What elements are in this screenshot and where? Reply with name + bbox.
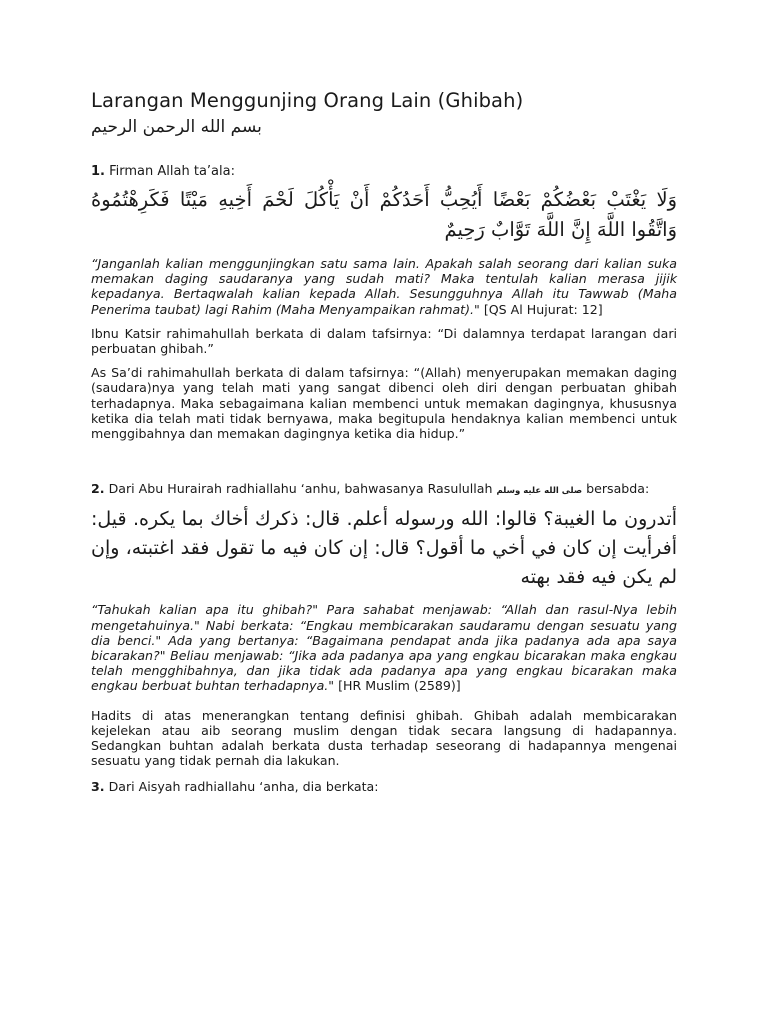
basmala: بسم الله الرحمن الرحيم — [91, 117, 262, 137]
section-1-reference: [QS Al Hujurat: 12] — [479, 301, 603, 317]
section-2-reference: [HR Muslim (2589)] — [334, 678, 461, 694]
section-3-number: 3. — [91, 779, 105, 795]
section-2-number: 2. — [91, 481, 105, 497]
section-1-arabic-verse: وَلَا يَغْتَبْ بَعْضُكُمْ بَعْضًا أَيُحِبُّ أَحَدُكُمْ أَنْ يَأْكُلَ لَحْمَ أَخِيهِ مَيْتًا فَكَرِهْتُمُوهُ وَاتَّقُوا اللَّهَ إِنَّ اللَّهَ تَوَّابٌ رَحِيمٌ — [91, 188, 677, 241]
section-1-translation — [91, 256, 677, 317]
page-title: Larangan Menggunjing Orang Lain (Ghibah) — [91, 89, 524, 112]
section-1-paragraph-1: Ibnu Katsir rahimahullah berkata di dalam tafsirnya: “Di dalamnya terdapat larangan dari perbuatan ghibah.” — [91, 325, 677, 357]
salawat: صلى الله عليه وسلم — [496, 486, 583, 497]
document-page — [91, 88, 677, 795]
section-1-paragraph-2: As Sa’di rahimahullah berkata di dalam tafsirnya: “(Allah) menyerupakan memakan daging (saudara)nya yang telah mati yang sangat dibenci oleh diri dengan perbuatan ghibah terhadapnya. Maka sebagaimana kalian membenci untuk memakan dagingnya, khususnya ketika dia telah mati tidak bernyawa, maka begitupula hendaknya kalian membenci untuk menggibahnya dan memakan dagingnya ketika dia hidup.” — [91, 365, 677, 442]
section-2-heading-before: Dari Abu Hurairah radhiallahu ‘anhu, bahwasanya Rasulullah — [108, 481, 493, 497]
section-2-heading — [91, 481, 677, 499]
section-1-number: 1. — [91, 164, 105, 179]
section-1-heading — [91, 163, 677, 180]
section-2-heading-after: bersabda: — [586, 481, 650, 497]
section-2-arabic-hadith: أتدرون ما الغيبة؟ قالوا: الله ورسوله أعلم. قال: ذكرك أخاك بما يكره. قيل: أفرأيت إن كان في أخي ما أقول؟ قال: إن كان فيه ما تقول فقد اغتبته، وإن لم يكن فيه فقد بهته — [91, 508, 677, 589]
section-2-paragraph-1: Hadits di atas menerangkan tentang definisi ghibah. Ghibah adalah membicarakan kejelekan atau aib seorang muslim dengan tidak secara langsung di hadapannya. Sedangkan buhtan adalah berkata dusta terhadap seseorang di hadapannya mengenai sesuatu yang tidak pernah dia lakukan. — [91, 707, 677, 769]
section-3-heading — [91, 779, 677, 794]
section-2-translation — [91, 602, 677, 693]
section-1-heading-text: Firman Allah ta’ala: — [109, 164, 235, 179]
section-3-heading-text: Dari Aisyah radhiallahu ‘anha, dia berkata: — [108, 779, 379, 795]
section-2-translation-text: “Tahukah kalian apa itu ghibah?" Para sahabat menjawab: “Allah dan rasul-Nya lebih mengetahuinya." Nabi berkata: “Engkau membicarakan saudaramu dengan sesuatu yang dia benci." Ada yang bertanya: “Bagaimana pendapat anda jika padanya ada apa saya bicarakan?" Beliau menjawab: “Jika ada padanya apa yang engkau bicarakan maka engkau telah mengghibahnya, dan jika tidak ada padanya apa yang engkau bicarakan maka engkau berbuat buhtan terhadapnya." — [91, 602, 677, 694]
section-1-translation-text: “Janganlah kalian menggunjingkan satu sama lain. Apakah salah seorang dari kalian suka memakan daging saudaranya yang sudah mati? Maka tentulah kalian merasa jijik kepadanya. Bertaqwalah kalian kepada Allah. Sesungguhnya Allah itu Tawwab (Maha Penerima taubat) lagi Rahim (Maha Menyampaikan rahmat)." — [91, 256, 677, 317]
